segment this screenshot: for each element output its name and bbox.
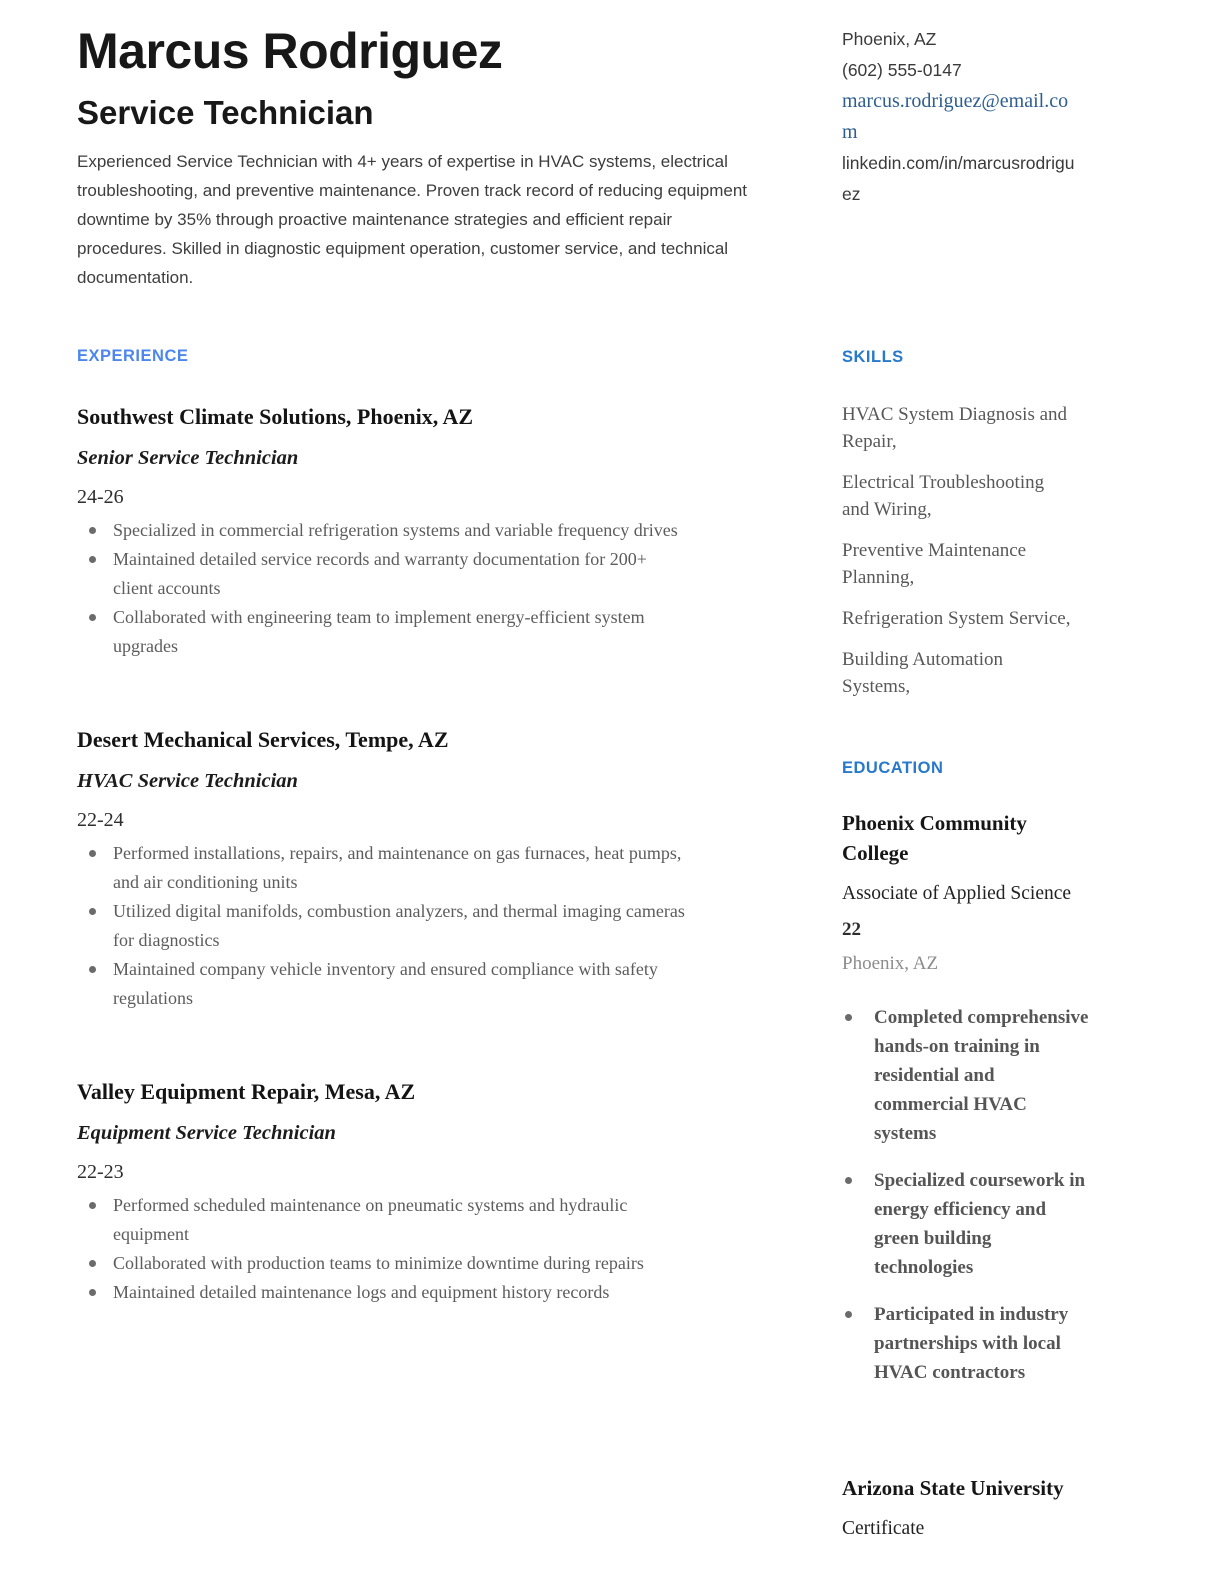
email-link[interactable]: marcus.rodriguez@email.com (842, 90, 1069, 143)
job-bullet-list (77, 1191, 687, 1307)
skill-item: HVAC System Diagnosis and Repair, (842, 404, 1068, 452)
degree: Associate of Applied Science (842, 883, 1072, 904)
experience-section (77, 346, 790, 1307)
person-name: Marcus Rodriguez (77, 23, 503, 79)
job-bullet: Specialized in commercial refrigeration systems and variable frequency drives (77, 516, 687, 545)
education-bullet: Participated in industry partnerships with local HVAC contractors (842, 1300, 1092, 1387)
job-entry-3 (77, 1077, 790, 1307)
job-bullet: Maintained detailed maintenance logs and equipment history records (77, 1278, 687, 1307)
job-bullet: Utilized digital manifolds, combustion analyzers, and thermal imaging cameras for diagnostics (77, 897, 687, 955)
job-bullet-list (77, 839, 687, 1013)
job-title: Equipment Service Technician (77, 1122, 336, 1144)
job-bullet-list (77, 516, 687, 661)
professional-summary: Experienced Service Technician with 4+ years of expertise in HVAC systems, electrical troubleshooting, and preventive maintenance. Proven track record of reducing equipment downtime by 35% through proactive maintenance strategies and efficient repair procedures. Skilled in diagnostic equipment operation, customer service, and technical documentation. (77, 152, 748, 287)
education-bullet: Completed comprehensive hands-on training in residential and commercial HVAC systems (842, 1003, 1092, 1148)
education-section (842, 758, 1142, 1542)
job-title: Senior Service Technician (77, 447, 299, 469)
job-entry-2 (77, 725, 790, 1013)
sidebar-column (842, 0, 1142, 1584)
degree: Certificate (842, 1518, 925, 1539)
skills-section (842, 347, 1142, 700)
contact-phone: (602) 555-0147 (842, 60, 962, 80)
job-bullet: Maintained detailed service records and warranty documentation for 200+ client accounts (77, 545, 687, 603)
company-name: Valley Equipment Repair, Mesa, AZ (77, 1079, 416, 1104)
job-bullet: Collaborated with production teams to minimize downtime during repairs (77, 1249, 687, 1278)
skill-item: Preventive Maintenance Planning, (842, 540, 1027, 588)
job-title: HVAC Service Technician (77, 770, 298, 792)
skill-item: Electrical Troubleshooting and Wiring, (842, 472, 1045, 520)
job-dates: 22-24 (77, 809, 124, 831)
job-bullet: Performed scheduled maintenance on pneumatic systems and hydraulic equipment (77, 1191, 687, 1249)
job-bullet: Collaborated with engineering team to implement energy-efficient system upgrades (77, 603, 687, 661)
company-name: Southwest Climate Solutions, Phoenix, AZ (77, 404, 474, 429)
job-entry-1 (77, 402, 790, 661)
skill-item: Building Automation Systems, (842, 649, 1003, 697)
main-column (77, 0, 790, 1584)
school-name: Arizona State University (842, 1476, 1064, 1500)
job-dates: 22-23 (77, 1161, 124, 1183)
company-name: Desert Mechanical Services, Tempe, AZ (77, 727, 449, 752)
person-job-title: Service Technician (77, 94, 374, 131)
school-name: Phoenix Community College (842, 811, 1027, 865)
school-location: Phoenix, AZ (842, 953, 939, 974)
job-bullet: Performed installations, repairs, and maintenance on gas furnaces, heat pumps, and air conditioning units (77, 839, 687, 897)
experience-heading: EXPERIENCE (77, 347, 189, 365)
graduation-year: 22 (842, 919, 861, 940)
education-bullet: Specialized coursework in energy efficiency and green building technologies (842, 1166, 1092, 1282)
skills-heading: SKILLS (842, 348, 904, 366)
contact-location: Phoenix, AZ (842, 29, 937, 49)
education-heading: EDUCATION (842, 759, 944, 777)
job-dates: 24-26 (77, 486, 124, 508)
skill-item: Refrigeration System Service, (842, 608, 1071, 629)
education-bullet-list (842, 1003, 1142, 1387)
job-bullet: Maintained company vehicle inventory and ensured compliance with safety regulations (77, 955, 687, 1013)
linkedin-url: linkedin.com/in/marcusrodriguez (842, 153, 1075, 204)
contact-block (842, 24, 1076, 210)
